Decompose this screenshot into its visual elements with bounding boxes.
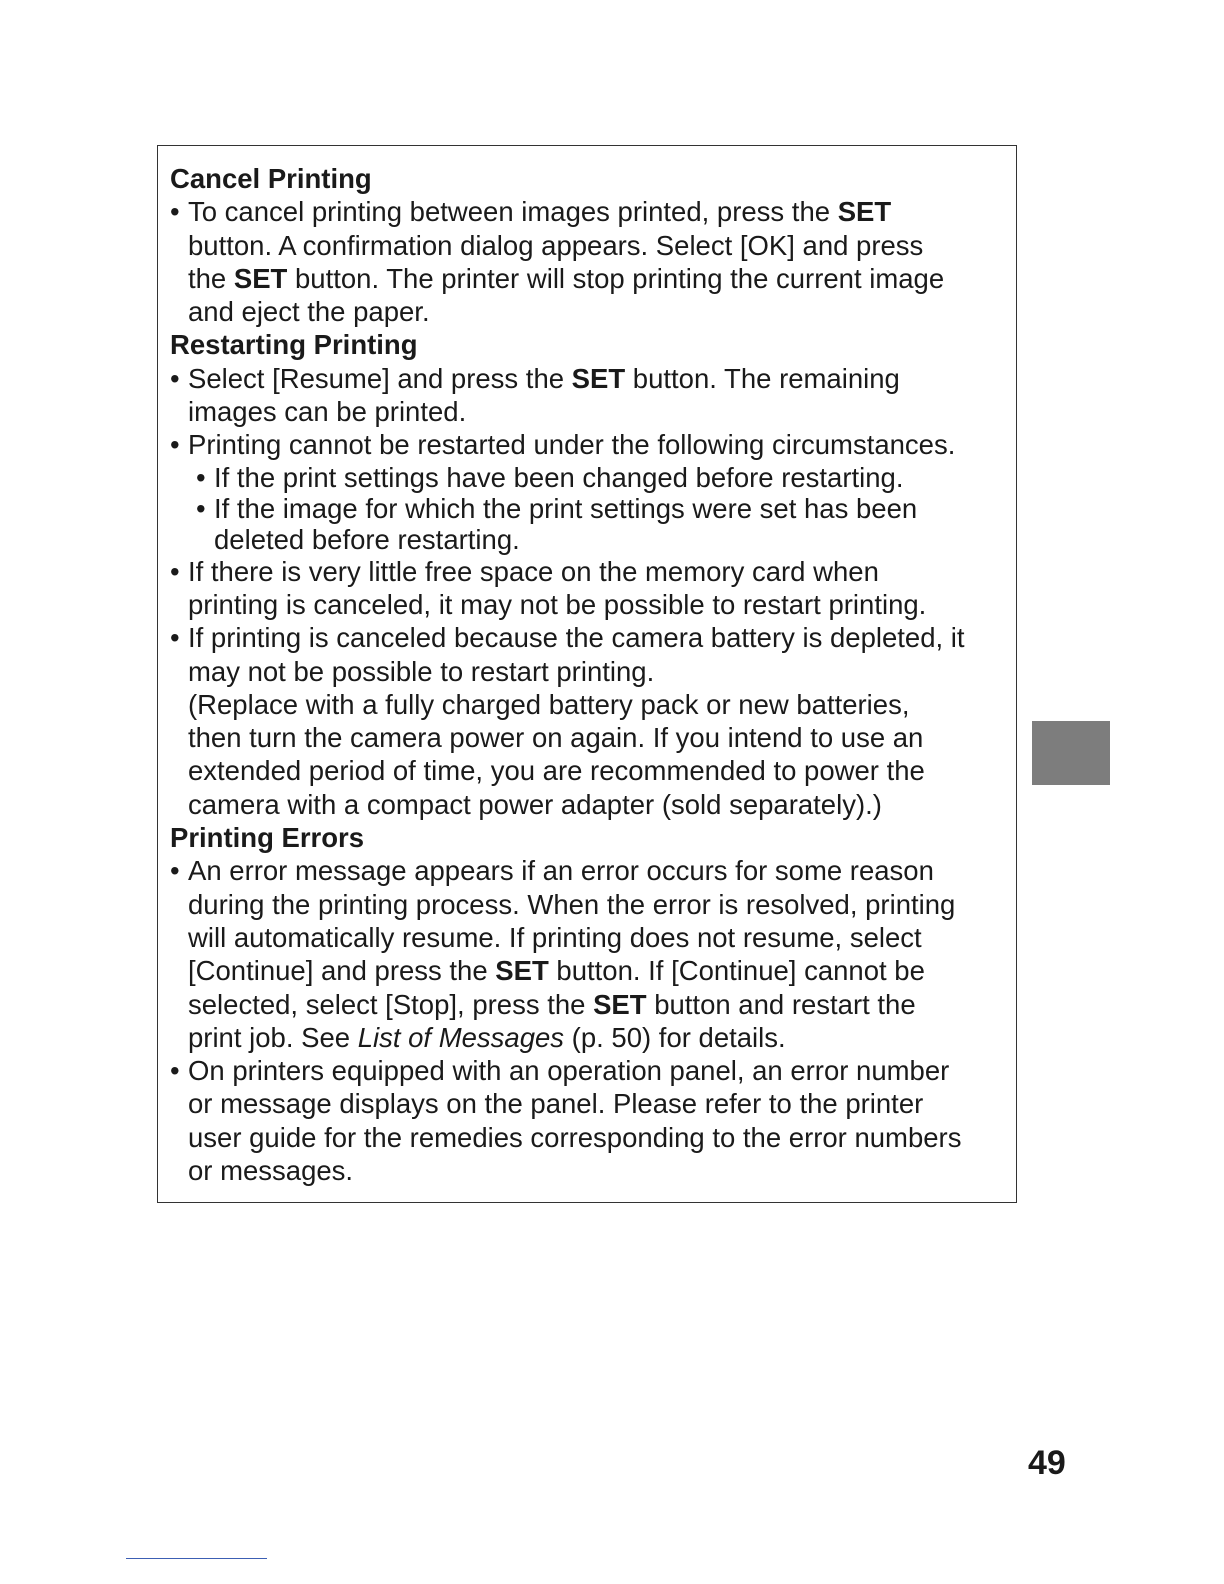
text-line: or messages.: [188, 1155, 354, 1187]
notice-box: [157, 145, 1017, 1203]
text-line: or message displays on the panel. Please refer to the printer: [188, 1088, 924, 1120]
page-number: 49: [1028, 1444, 1066, 1482]
text-line: If the print settings have been changed before restarting.: [214, 461, 904, 493]
bullet-icon: •: [196, 492, 206, 524]
bullet-icon: •: [170, 855, 180, 887]
bullet-icon: •: [170, 429, 180, 461]
text-line: (Replace with a fully charged battery pack or new batteries,: [188, 688, 910, 720]
text-line: button. A confirmation dialog appears. Select [OK] and press: [188, 229, 924, 261]
text-line: will automatically resume. If printing does not resume, select: [188, 921, 922, 953]
text-line: selected, select [Stop], press the SET button and restart the: [188, 988, 916, 1020]
text-line: deleted before restarting.: [214, 523, 520, 555]
text-line: An error message appears if an error occurs for some reason: [188, 855, 934, 887]
text-line: images can be printed.: [188, 396, 467, 428]
text-line: Select [Resume] and press the SET button. The remaining: [188, 362, 900, 394]
restart-bullet-item: [170, 362, 1016, 429]
set-button-label: SET: [593, 988, 647, 1020]
restarting-printing-heading: Restarting Printing: [170, 329, 418, 361]
list-of-messages-reference: List of Messages: [357, 1021, 565, 1053]
errors-bullet-item: [170, 1054, 1016, 1187]
text-line: printing is canceled, it may not be possible to restart printing.: [188, 588, 927, 620]
text-line: may not be possible to restart printing.: [188, 655, 655, 687]
text-line: user guide for the remedies corresponding to the error numbers: [188, 1121, 962, 1153]
restart-sub-item: [170, 493, 1016, 555]
text-line: camera with a compact power adapter (sold separately).): [188, 788, 882, 820]
text-line: If there is very little free space on the memory card when: [188, 555, 879, 587]
restart-bullet-item: [170, 555, 1016, 622]
restart-bullet-item: [170, 621, 1016, 821]
text-line: To cancel printing between images printed, press the SET: [188, 196, 892, 228]
text-line: during the printing process. When the error is resolved, printing: [188, 888, 956, 920]
text-line: print job. See List of Messages (p. 50) for details.: [188, 1021, 786, 1053]
text-line: On printers equipped with an operation panel, an error number: [188, 1055, 950, 1087]
text-line: If the image for which the print settings were set has been: [214, 492, 918, 524]
text-line: the SET button. The printer will stop printing the current image: [188, 262, 945, 294]
text-line: Printing cannot be restarted under the following circumstances.: [188, 429, 956, 461]
chapter-tab-marker: [1032, 721, 1110, 785]
restart-sub-item: [170, 462, 1016, 493]
text-line: then turn the camera power on again. If you intend to use an: [188, 722, 924, 754]
set-button-label: SET: [233, 262, 288, 294]
bullet-icon: •: [170, 362, 180, 394]
bullet-icon: •: [170, 622, 180, 654]
printing-errors-heading: Printing Errors: [170, 822, 365, 854]
text-line: [Continue] and press the SET button. If [Continue] cannot be: [188, 955, 925, 987]
errors-bullet-item: [170, 854, 1016, 1054]
footer-rule: [126, 1558, 267, 1559]
bullet-icon: •: [170, 555, 180, 587]
set-button-label: SET: [837, 196, 892, 228]
set-button-label: SET: [571, 362, 626, 394]
bullet-icon: •: [170, 1055, 180, 1087]
bullet-icon: •: [196, 461, 206, 493]
text-line: and eject the paper.: [188, 296, 430, 328]
bullet-icon: •: [170, 196, 180, 228]
text-line: extended period of time, you are recommended to power the: [188, 755, 925, 787]
text-line: If printing is canceled because the camera battery is depleted, it: [188, 622, 965, 654]
cancel-printing-heading: Cancel Printing: [170, 163, 372, 194]
cancel-bullet-item: [170, 195, 1016, 328]
set-button-label: SET: [495, 955, 549, 987]
restart-bullet-item: [170, 428, 1016, 461]
